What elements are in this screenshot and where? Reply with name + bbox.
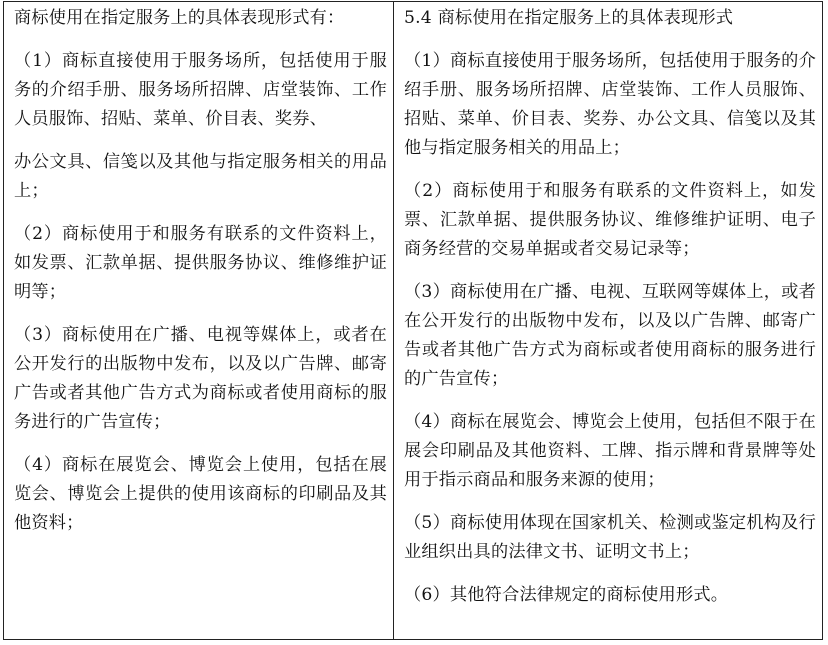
left-paragraph-item-3: （3）商标使用在广播、电视等媒体上，或者在公开发行的出版物中发布，以及以广告牌、邮寄广告或者其他广告方式为商标或者使用商标的服务进行的广告宣传； <box>14 325 387 432</box>
right-column <box>394 2 822 639</box>
left-column <box>4 2 394 639</box>
comparison-table <box>3 1 823 640</box>
right-paragraph-item-4: （4）商标在展览会、博览会上使用，包括但不限于在展会印刷品及其他资料、工牌、指示牌和背景牌等处用于指示商品和服务来源的使用； <box>404 412 816 490</box>
right-paragraph-item-2: （2）商标使用于和服务有联系的文件资料上，如发票、汇款单据、提供服务协议、维修维护证明、电子商务经营的交易单据或者交易记录等； <box>404 181 816 259</box>
right-paragraph-item-5: （5）商标使用体现在国家机关、检测或鉴定机构及行业组织出具的法律文书、证明文书上； <box>404 513 816 562</box>
right-paragraph-item-3: （3）商标使用在广播、电视、互联网等媒体上，或者在公开发行的出版物中发布，以及以广告牌、邮寄广告或者其他广告方式为商标或者使用商标的服务进行的广告宣传； <box>404 282 816 389</box>
right-paragraph-item-6: （6）其他符合法律规定的商标使用形式。 <box>404 585 729 605</box>
left-paragraph-item-2: （2）商标使用于和服务有联系的文件资料上，如发票、汇款单据、提供服务协议、维修维护证明等； <box>14 224 387 302</box>
right-paragraph-item-1: （1）商标直接使用于服务场所，包括使用于服务的介绍手册、服务场所招牌、店堂装饰、工作人员服饰、招贴、菜单、价目表、奖券、办公文具、信笺以及其他与指定服务相关的用品上； <box>404 51 816 158</box>
left-paragraph-item-1-cont: 办公文具、信笺以及其他与指定服务相关的用品上； <box>14 152 387 201</box>
right-paragraph-heading: 5.4 商标使用在指定服务上的具体表现形式 <box>404 8 734 28</box>
left-paragraph-item-1: （1）商标直接使用于服务场所，包括使用于服务的介绍手册、服务场所招牌、店堂装饰、工作人员服饰、招贴、菜单、价目表、奖券、 <box>14 51 387 129</box>
left-paragraph-item-4: （4）商标在展览会、博览会上使用，包括在展览会、博览会上提供的使用该商标的印刷品及其他资料； <box>14 455 387 533</box>
left-paragraph-intro: 商标使用在指定服务上的具体表现形式有： <box>14 8 345 28</box>
